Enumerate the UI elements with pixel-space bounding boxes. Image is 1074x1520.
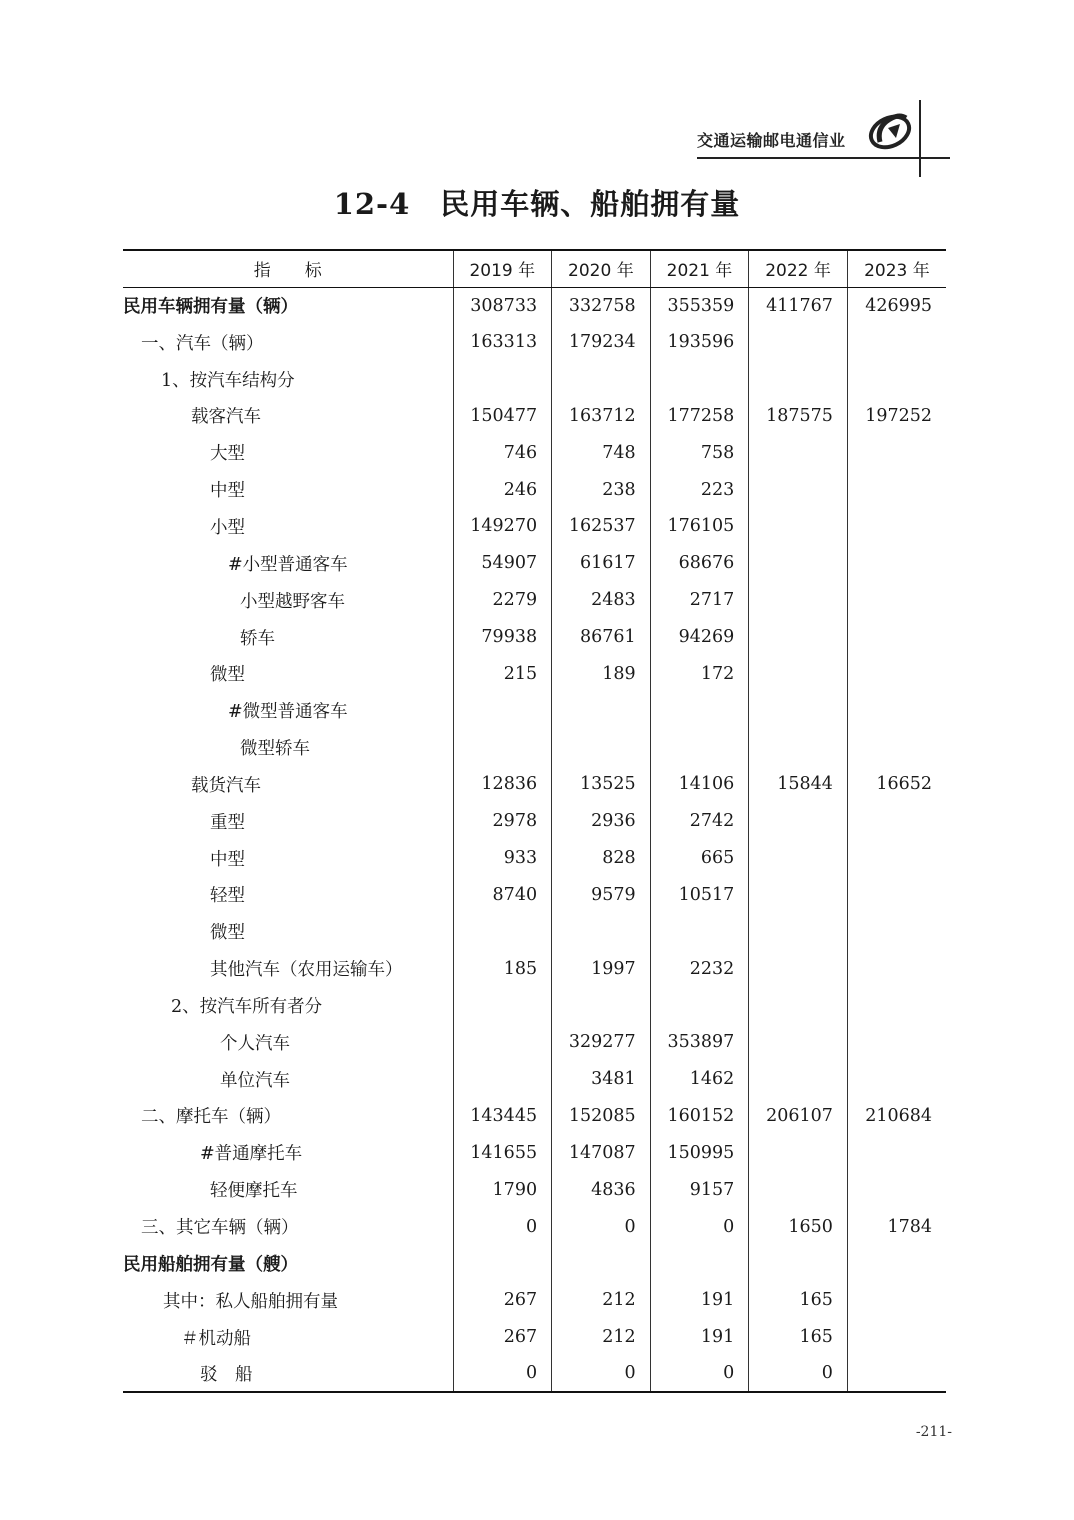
cell-value: 9157 xyxy=(650,1171,749,1208)
cell-value: 210684 xyxy=(847,1098,946,1135)
table-row xyxy=(123,471,946,508)
cell-value: 141655 xyxy=(453,1134,552,1171)
cell-value: 933 xyxy=(453,840,552,877)
table-row xyxy=(123,1245,946,1282)
cell-value xyxy=(749,692,848,729)
table-header-row xyxy=(123,250,946,287)
cell-value xyxy=(847,729,946,766)
table-row xyxy=(123,655,946,692)
cell-value xyxy=(847,471,946,508)
cell-value: 2978 xyxy=(453,803,552,840)
cell-value: 15844 xyxy=(749,766,848,803)
cell-value: 86761 xyxy=(552,619,651,656)
row-label: 2、按汽车所有者分 xyxy=(171,996,323,1017)
row-label: 载客汽车 xyxy=(191,407,261,428)
row-label: 其他汽车（农用运输车） xyxy=(210,960,403,981)
row-label: 单位汽车 xyxy=(220,1070,290,1091)
cell-value: 189 xyxy=(552,655,651,692)
cell-value: 2279 xyxy=(453,582,552,619)
cell-value xyxy=(749,508,848,545)
cell-value xyxy=(552,987,651,1024)
row-label: 民用车辆拥有量（辆） xyxy=(123,297,298,318)
cell-value: 165 xyxy=(749,1319,848,1356)
cell-value xyxy=(650,361,749,398)
cell-value xyxy=(749,1061,848,1098)
column-header: 2020 年 xyxy=(552,250,651,287)
table-row xyxy=(123,1024,946,1061)
cell-value xyxy=(847,913,946,950)
table-row xyxy=(123,729,946,766)
cell-value xyxy=(749,840,848,877)
row-label: 个人汽车 xyxy=(220,1033,290,1054)
cell-value: 2232 xyxy=(650,950,749,987)
cell-value: 147087 xyxy=(552,1134,651,1171)
cell-value: 665 xyxy=(650,840,749,877)
table-row xyxy=(123,1134,946,1171)
cell-value: 212 xyxy=(552,1319,651,1356)
row-label: #普通摩托车 xyxy=(200,1144,303,1165)
cell-value xyxy=(453,692,552,729)
cell-value: 2742 xyxy=(650,803,749,840)
row-label: 轻便摩托车 xyxy=(210,1181,298,1202)
table-row xyxy=(123,840,946,877)
cell-value xyxy=(749,545,848,582)
cell-value xyxy=(847,1282,946,1319)
cell-value xyxy=(453,913,552,950)
table-row xyxy=(123,398,946,435)
row-label: 重型 xyxy=(210,812,245,833)
cell-value xyxy=(847,1355,946,1392)
cell-value: 267 xyxy=(453,1282,552,1319)
cell-value: 4836 xyxy=(552,1171,651,1208)
table-row xyxy=(123,619,946,656)
cell-value: 2483 xyxy=(552,582,651,619)
cell-value: 149270 xyxy=(453,508,552,545)
cell-value: 0 xyxy=(453,1355,552,1392)
cell-value: 162537 xyxy=(552,508,651,545)
cell-value xyxy=(847,508,946,545)
cell-value: 16652 xyxy=(847,766,946,803)
cell-value: 1784 xyxy=(847,1208,946,1245)
cell-value: 172 xyxy=(650,655,749,692)
cell-value: 0 xyxy=(453,1208,552,1245)
table-row xyxy=(123,877,946,914)
cell-value xyxy=(552,913,651,950)
cell-value xyxy=(847,1245,946,1282)
cell-value: 14106 xyxy=(650,766,749,803)
cell-value: 238 xyxy=(552,471,651,508)
cell-value: 94269 xyxy=(650,619,749,656)
cell-value: 193596 xyxy=(650,324,749,361)
row-label: 微型轿车 xyxy=(240,739,310,760)
table-row xyxy=(123,1208,946,1245)
cell-value: 187575 xyxy=(749,398,848,435)
cell-value xyxy=(847,1134,946,1171)
cell-value xyxy=(650,1245,749,1282)
cell-value: 1790 xyxy=(453,1171,552,1208)
cell-value: 10517 xyxy=(650,877,749,914)
section-header: 交通运输邮电通信业 xyxy=(697,131,846,150)
row-label: 微型 xyxy=(210,923,245,944)
table-row xyxy=(123,1282,946,1319)
cell-value: 176105 xyxy=(650,508,749,545)
cell-value xyxy=(749,987,848,1024)
cell-value: 79938 xyxy=(453,619,552,656)
cell-value: 267 xyxy=(453,1319,552,1356)
cell-value xyxy=(847,434,946,471)
cell-value xyxy=(453,1061,552,1098)
cell-value: 212 xyxy=(552,1282,651,1319)
cell-value: 3481 xyxy=(552,1061,651,1098)
cell-value xyxy=(847,361,946,398)
cell-value xyxy=(552,729,651,766)
column-header: 2021 年 xyxy=(650,250,749,287)
row-label: 1、按汽车结构分 xyxy=(161,370,295,391)
table-row xyxy=(123,692,946,729)
row-label: 一、汽车（辆） xyxy=(141,333,264,354)
cell-value: 0 xyxy=(552,1355,651,1392)
cell-value xyxy=(847,619,946,656)
cell-value xyxy=(847,545,946,582)
table-row xyxy=(123,361,946,398)
cell-value xyxy=(847,877,946,914)
table-row xyxy=(123,508,946,545)
cell-value: 54907 xyxy=(453,545,552,582)
cell-value: 163712 xyxy=(552,398,651,435)
cell-value: 426995 xyxy=(847,287,946,324)
cell-value xyxy=(749,619,848,656)
table-row xyxy=(123,582,946,619)
table-row xyxy=(123,913,946,950)
table-row xyxy=(123,1355,946,1392)
cell-value xyxy=(749,1024,848,1061)
row-label: 三、其它车辆（辆） xyxy=(141,1218,299,1239)
cell-value: 8740 xyxy=(453,877,552,914)
row-label: 中型 xyxy=(210,849,245,870)
table-row xyxy=(123,324,946,361)
table-row xyxy=(123,287,946,324)
cell-value xyxy=(749,950,848,987)
cell-value xyxy=(749,434,848,471)
column-header: 指 标 xyxy=(123,250,453,287)
row-label: 大型 xyxy=(210,444,245,465)
cell-value xyxy=(749,655,848,692)
cell-value: 191 xyxy=(650,1319,749,1356)
table-row xyxy=(123,803,946,840)
page-title: 12-4 民用车辆、船舶拥有量 xyxy=(333,187,741,221)
table-row xyxy=(123,950,946,987)
cell-value: 828 xyxy=(552,840,651,877)
table-row xyxy=(123,545,946,582)
cell-value: 9579 xyxy=(552,877,651,914)
cell-value: 1650 xyxy=(749,1208,848,1245)
row-label: 轻型 xyxy=(210,886,245,907)
row-label: 小型越野客车 xyxy=(240,591,345,612)
table-row xyxy=(123,987,946,1024)
cell-value: 150477 xyxy=(453,398,552,435)
row-label: 二、摩托车（辆） xyxy=(141,1107,281,1128)
cell-value xyxy=(453,1024,552,1061)
cell-value: 61617 xyxy=(552,545,651,582)
header-vertical-rule xyxy=(919,100,921,177)
cell-value xyxy=(847,840,946,877)
cell-value xyxy=(749,729,848,766)
cell-value: 160152 xyxy=(650,1098,749,1135)
cell-value xyxy=(650,692,749,729)
cell-value: 179234 xyxy=(552,324,651,361)
cell-value: 411767 xyxy=(749,287,848,324)
column-header: 2023 年 xyxy=(847,250,946,287)
cell-value xyxy=(650,729,749,766)
cell-value: 332758 xyxy=(552,287,651,324)
cell-value xyxy=(847,987,946,1024)
cell-value xyxy=(847,1061,946,1098)
cell-value xyxy=(749,471,848,508)
cell-value xyxy=(847,1319,946,1356)
cell-value: 308733 xyxy=(453,287,552,324)
row-label: #小型普通客车 xyxy=(228,554,348,575)
column-header: 2022 年 xyxy=(749,250,848,287)
cell-value: 748 xyxy=(552,434,651,471)
cell-value xyxy=(552,692,651,729)
header-rule xyxy=(697,157,950,159)
cell-value: 143445 xyxy=(453,1098,552,1135)
cell-value: 206107 xyxy=(749,1098,848,1135)
cell-value xyxy=(552,1245,651,1282)
cell-value xyxy=(847,1171,946,1208)
publisher-logo-icon xyxy=(866,104,914,156)
cell-value xyxy=(749,324,848,361)
row-label: 载货汽车 xyxy=(191,775,261,796)
cell-value: 1997 xyxy=(552,950,651,987)
cell-value: 0 xyxy=(650,1355,749,1392)
cell-value xyxy=(453,361,552,398)
cell-value xyxy=(650,913,749,950)
table-row xyxy=(123,1098,946,1135)
row-label: 民用船舶拥有量（艘） xyxy=(123,1254,298,1275)
cell-value xyxy=(453,1245,552,1282)
table-row xyxy=(123,766,946,803)
table-row xyxy=(123,434,946,471)
row-label: 微型 xyxy=(210,665,245,686)
cell-value: 185 xyxy=(453,950,552,987)
row-label: 小型 xyxy=(210,517,245,538)
table-row xyxy=(123,1319,946,1356)
cell-value: 2936 xyxy=(552,803,651,840)
cell-value: 0 xyxy=(552,1208,651,1245)
cell-value xyxy=(749,582,848,619)
cell-value: 197252 xyxy=(847,398,946,435)
cell-value: 191 xyxy=(650,1282,749,1319)
cell-value xyxy=(749,361,848,398)
vehicle-ship-table xyxy=(123,249,946,1393)
cell-value: 0 xyxy=(650,1208,749,1245)
cell-value xyxy=(847,803,946,840)
cell-value: 12836 xyxy=(453,766,552,803)
cell-value: 1462 xyxy=(650,1061,749,1098)
cell-value xyxy=(847,582,946,619)
cell-value xyxy=(650,987,749,1024)
cell-value: 2717 xyxy=(650,582,749,619)
cell-value xyxy=(749,1171,848,1208)
cell-value: 177258 xyxy=(650,398,749,435)
column-header: 2019 年 xyxy=(453,250,552,287)
table-row xyxy=(123,1061,946,1098)
cell-value: 223 xyxy=(650,471,749,508)
row-label: 驳 船 xyxy=(123,1355,453,1392)
cell-value xyxy=(552,361,651,398)
cell-value xyxy=(847,1024,946,1061)
cell-value: 13525 xyxy=(552,766,651,803)
cell-value xyxy=(847,950,946,987)
row-label: ＃机动船 xyxy=(181,1328,251,1349)
cell-value xyxy=(453,729,552,766)
row-label: 轿车 xyxy=(240,628,275,649)
row-label: #微型普通客车 xyxy=(228,702,348,723)
cell-value: 329277 xyxy=(552,1024,651,1061)
row-label: 中型 xyxy=(210,481,245,502)
cell-value xyxy=(847,692,946,729)
row-label: 其中：私人船舶拥有量 xyxy=(163,1291,338,1312)
cell-value: 353897 xyxy=(650,1024,749,1061)
page-number: -211- xyxy=(915,1424,952,1440)
cell-value: 758 xyxy=(650,434,749,471)
cell-value: 150995 xyxy=(650,1134,749,1171)
cell-value xyxy=(749,1134,848,1171)
cell-value: 165 xyxy=(749,1282,848,1319)
cell-value: 163313 xyxy=(453,324,552,361)
cell-value xyxy=(749,803,848,840)
table-row xyxy=(123,1171,946,1208)
cell-value: 0 xyxy=(749,1355,848,1392)
cell-value: 152085 xyxy=(552,1098,651,1135)
cell-value xyxy=(453,987,552,1024)
cell-value xyxy=(749,877,848,914)
cell-value: 246 xyxy=(453,471,552,508)
cell-value xyxy=(749,1245,848,1282)
cell-value: 355359 xyxy=(650,287,749,324)
cell-value: 68676 xyxy=(650,545,749,582)
cell-value: 215 xyxy=(453,655,552,692)
cell-value xyxy=(847,655,946,692)
cell-value xyxy=(749,913,848,950)
cell-value xyxy=(847,324,946,361)
cell-value: 746 xyxy=(453,434,552,471)
